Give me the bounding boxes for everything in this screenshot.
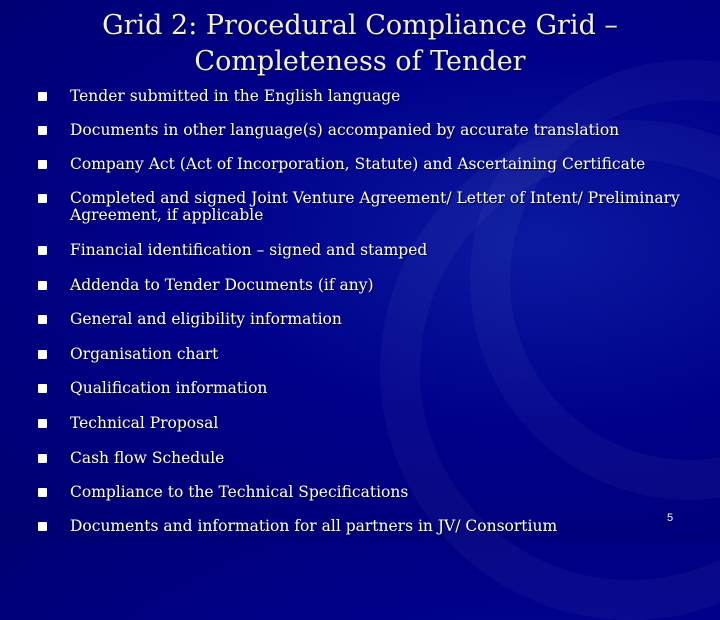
list-item bbox=[38, 484, 698, 501]
bullet-icon bbox=[38, 92, 47, 101]
list-item-text: Qualification information bbox=[70, 379, 268, 397]
bullet-icon bbox=[38, 126, 47, 135]
bullet-icon bbox=[38, 160, 47, 169]
page-number: 5 bbox=[667, 512, 674, 524]
list-item bbox=[38, 190, 698, 224]
list-item-text: Addenda to Tender Documents (if any) bbox=[70, 276, 374, 294]
list-item bbox=[38, 122, 698, 139]
bullet-icon bbox=[38, 384, 47, 393]
list-item-text: General and eligibility information bbox=[70, 310, 342, 328]
list-item bbox=[38, 346, 698, 363]
list-item-text: Documents in other language(s) accompanied by accurate translation bbox=[70, 121, 620, 139]
bullet-icon bbox=[38, 246, 47, 255]
list-item bbox=[38, 450, 698, 467]
list-item bbox=[38, 311, 698, 328]
slide-title-line-1: Grid 2: Procedural Compliance Grid – bbox=[102, 10, 618, 41]
list-item-text: Cash flow Schedule bbox=[70, 449, 225, 467]
bullet-icon bbox=[38, 419, 47, 428]
list-item bbox=[38, 277, 698, 294]
slide-title bbox=[0, 8, 720, 80]
list-item-text: Documents and information for all partners in JV/ Consortium bbox=[70, 517, 558, 535]
list-item-text: Tender submitted in the English language bbox=[70, 87, 401, 105]
list-item-text: Compliance to the Technical Specifications bbox=[70, 483, 409, 501]
bullet-icon bbox=[38, 350, 47, 359]
list-item-text: Completed and signed Joint Venture Agreement/ Letter of Intent/ Preliminary Agreement, if applicable bbox=[70, 189, 680, 224]
list-item bbox=[38, 518, 618, 535]
list-item-text: Technical Proposal bbox=[70, 414, 219, 432]
list-item bbox=[38, 156, 698, 173]
bullet-icon bbox=[38, 522, 47, 531]
bullet-icon bbox=[38, 194, 47, 203]
list-item-text: Financial identification – signed and stamped bbox=[70, 241, 428, 259]
list-item bbox=[38, 415, 698, 432]
list-item bbox=[38, 242, 698, 259]
list-item-text: Company Act (Act of Incorporation, Statute) and Ascertaining Certificate bbox=[70, 155, 646, 173]
bullet-icon bbox=[38, 488, 47, 497]
bullet-icon bbox=[38, 315, 47, 324]
bullet-icon bbox=[38, 454, 47, 463]
list-item bbox=[38, 380, 698, 397]
list-item-text: Organisation chart bbox=[70, 345, 219, 363]
list-item bbox=[38, 88, 698, 105]
bullet-icon bbox=[38, 281, 47, 290]
slide-title-line-2: Completeness of Tender bbox=[194, 46, 526, 77]
